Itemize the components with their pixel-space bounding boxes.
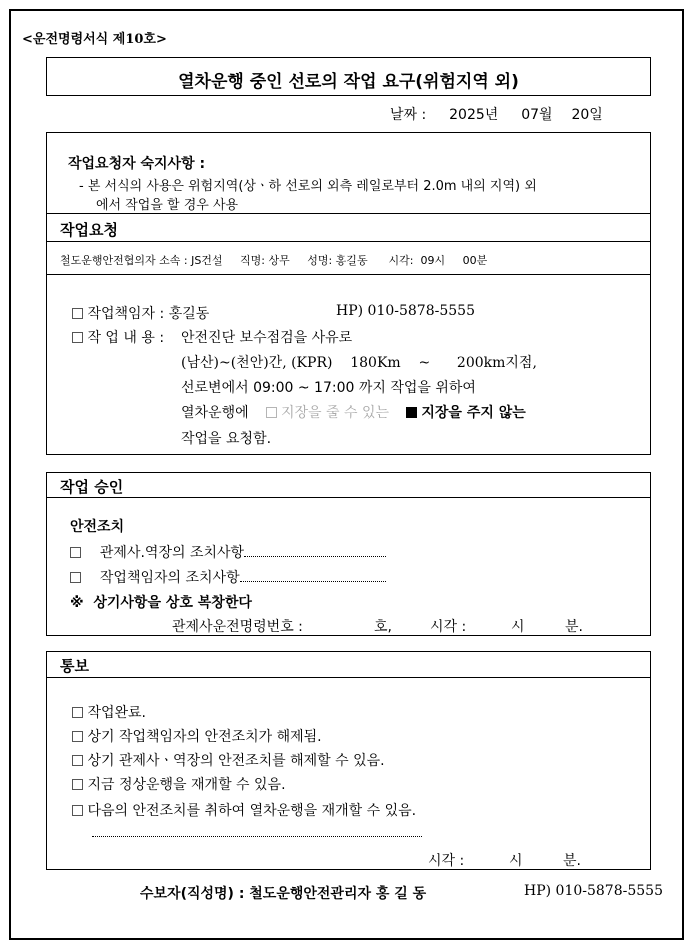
- report-item: [72, 726, 322, 746]
- report-item-label: 지금 정상운행을 재개할 수 있음.: [87, 777, 286, 793]
- content-line4: [181, 402, 526, 422]
- approval-item1-blank[interactable]: [244, 547, 386, 557]
- receiver-line: 수보자(직성명) : 철도운행안전관리자 홍 길 동: [140, 886, 427, 902]
- divider: [46, 677, 651, 678]
- report-item-checkbox[interactable]: [72, 755, 83, 766]
- mutual-repeat-note: ※ 상기사항을 상호 복창한다: [70, 595, 252, 611]
- notice-line2: 에서 작업을 할 경우 사용: [96, 198, 239, 213]
- approval-item1-label: 관제사.역장의 조치사항: [99, 545, 245, 561]
- safety-heading: 안전조치: [70, 519, 125, 535]
- content-line3: 선로변에서 09:00 ~ 17:00 까지 작업을 위하여: [181, 380, 476, 396]
- request-info-line: 철도운행안전협의자 소속 : JS건설 직명: 상무 성명: 홍길동 시각: 09시 00분: [60, 254, 488, 267]
- content-line4-prefix: 열차운행에: [181, 405, 249, 421]
- option-obstruct: 지장을 줄 수 있는: [280, 405, 390, 421]
- manager-checkbox[interactable]: [72, 308, 83, 319]
- option-no-obstruct: 지장을 주지 않는: [421, 405, 526, 421]
- manager-row: [72, 303, 209, 323]
- report-item: [72, 702, 146, 722]
- approval-heading: 작업 승인: [60, 478, 124, 496]
- content-line5: 작업을 요청함.: [181, 431, 272, 447]
- report-item: [72, 750, 385, 770]
- form-title: 열차운행 중인 선로의 작업 요구(위험지역 외): [178, 72, 519, 92]
- content-line1: 안전진단 보수점검을 사유로: [181, 330, 353, 346]
- report-time-label: 시각 :: [428, 853, 465, 869]
- content-checkbox[interactable]: [72, 332, 83, 343]
- request-heading: 작업요청: [60, 221, 118, 239]
- title-box: [46, 57, 651, 96]
- content-row: [72, 327, 164, 347]
- content-line2: (남산)~(천안)간, (KPR) 180Km ~ 200km지점,: [181, 355, 537, 371]
- approval-item2-checkbox[interactable]: [70, 572, 81, 583]
- report-item-label: 상기 작업책임자의 안전조치가 해제됨.: [87, 729, 322, 745]
- obstruct-checkbox[interactable]: [266, 407, 277, 418]
- notice-line1: - 본 서식의 사용은 위험지역(상ㆍ하 선로의 외측 레일로부터 2.0m 내의 지역) 외: [79, 179, 537, 194]
- report-item-checkbox[interactable]: [72, 707, 83, 718]
- order-number-suffix: 호,: [374, 619, 392, 635]
- notice-heading: 작업요청자 숙지사항 :: [68, 156, 206, 172]
- divider: [46, 241, 651, 242]
- report-item-label: 상기 관제사ㆍ역장의 안전조치를 해제할 수 있음.: [87, 753, 385, 769]
- manager-label: 작업책임자 : 홍길동: [87, 306, 210, 322]
- report-item-checkbox[interactable]: [72, 731, 83, 742]
- order-number-label: 관제사운전명령번호 :: [172, 619, 303, 635]
- date-year[interactable]: 2025년: [449, 107, 499, 123]
- report-minute-unit: 분.: [563, 853, 581, 869]
- approval-item2-label: 작업책임자의 조치사항: [99, 570, 240, 586]
- form-tag: <운전명령서식 제10호>: [22, 32, 167, 47]
- divider: [46, 213, 651, 214]
- approval-item2-blank[interactable]: [240, 572, 386, 582]
- approval-item1: [70, 542, 386, 562]
- report-item-label: 다음의 안전조치를 취하여 열차운행을 재개할 수 있음.: [87, 803, 417, 819]
- no-obstruct-checkbox-checked[interactable]: [406, 407, 417, 418]
- approval-hour-unit: 시: [511, 619, 525, 635]
- receiver-hp: HP) 010-5878-5555: [524, 883, 663, 899]
- report-heading: 통보: [60, 657, 89, 675]
- date-month[interactable]: 07월: [521, 107, 553, 123]
- date-label: 날짜 :: [390, 107, 427, 123]
- report-item-label: 작업완료.: [87, 705, 146, 721]
- content-label: 작 업 내 용 :: [87, 330, 165, 346]
- report-blank-line[interactable]: [92, 826, 422, 841]
- report-item-checkbox[interactable]: [72, 779, 83, 790]
- report-item-checkbox[interactable]: [72, 805, 83, 816]
- report-hour-unit: 시: [509, 853, 523, 869]
- approval-item2: [70, 567, 386, 587]
- date-line: [390, 104, 603, 124]
- divider: [46, 497, 651, 498]
- report-item: [72, 774, 286, 794]
- divider: [46, 274, 651, 275]
- approval-item1-checkbox[interactable]: [70, 547, 81, 558]
- manager-hp: HP) 010-5878-5555: [336, 303, 475, 319]
- approval-time-label: 시각 :: [430, 619, 467, 635]
- approval-minute-unit: 분.: [565, 619, 583, 635]
- report-item: [72, 800, 416, 820]
- date-day[interactable]: 20일: [571, 107, 603, 123]
